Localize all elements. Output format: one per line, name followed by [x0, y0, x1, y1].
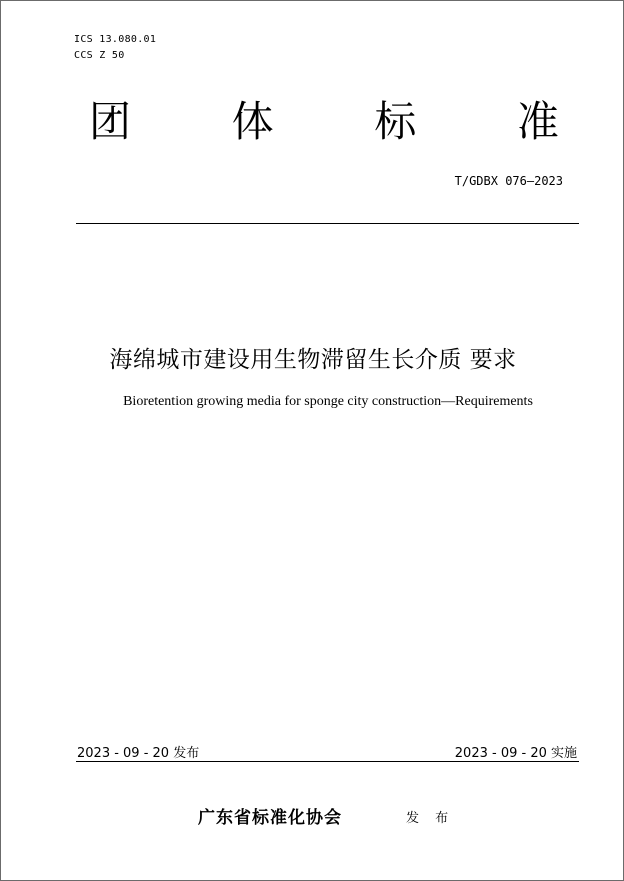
implementation-date: 2023 - 09 - 20 实施 — [454, 746, 577, 761]
issuing-organization: 广东省标准化协会 — [198, 808, 342, 828]
publish-label: 发 布 — [406, 811, 455, 826]
issue-date: 2023 - 09 - 20 发布 — [77, 746, 200, 761]
chinese-title: 海绵城市建设用生物滞留生长介质 要求 — [109, 347, 517, 373]
doc-type-char-2: 体 — [231, 97, 274, 146]
standard-number: T/GDBX 076—2023 — [454, 174, 563, 188]
ics-code: ICS 13.080.01 — [74, 34, 157, 45]
doc-type-char-3: 标 — [374, 97, 417, 146]
doc-type-char-4: 准 — [516, 97, 559, 146]
ccs-code: CCS Z 50 — [74, 50, 125, 61]
doc-type-char-1: 团 — [89, 97, 132, 146]
english-title: Bioretention growing media for sponge city construction—Requirements — [123, 394, 533, 409]
bottom-divider — [76, 761, 579, 762]
document-type-heading — [89, 96, 559, 148]
top-divider — [76, 223, 579, 224]
